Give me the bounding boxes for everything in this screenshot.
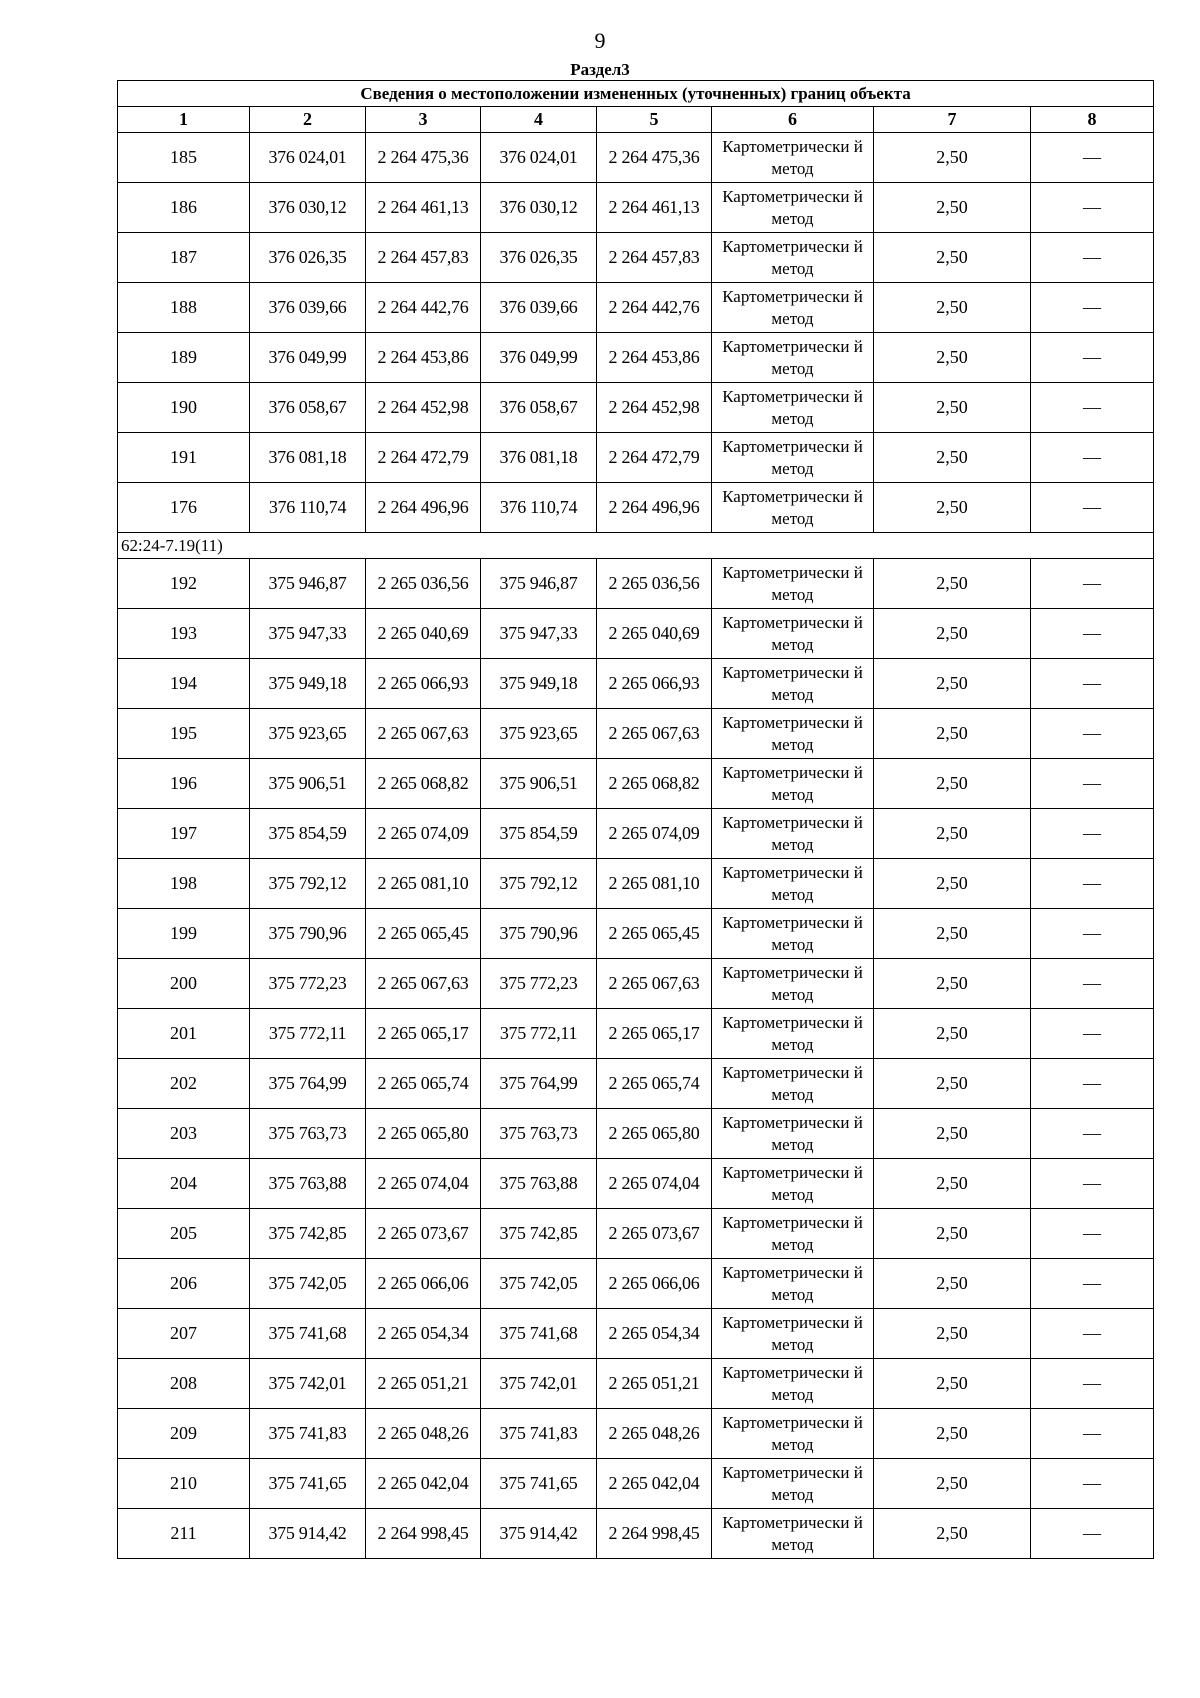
y-new-cell: 2 265 054,34 [597,1309,712,1359]
y-new-cell: 2 265 066,93 [597,659,712,709]
point-number-cell: 198 [118,859,250,909]
note-cell: — [1031,709,1154,759]
accuracy-cell: 2,50 [874,383,1031,433]
method-cell: Картометрически й метод [712,1009,874,1059]
column-number-cell: 6 [712,107,874,133]
y-old-cell: 2 265 074,04 [366,1159,481,1209]
y-new-cell: 2 264 461,13 [597,183,712,233]
table-body [118,81,1154,1559]
y-new-cell: 2 265 042,04 [597,1459,712,1509]
x-new-cell: 376 026,35 [481,233,597,283]
x-old-cell: 376 026,35 [250,233,366,283]
column-number-row [118,107,1154,133]
accuracy-cell: 2,50 [874,1009,1031,1059]
point-number-cell: 186 [118,183,250,233]
table-row [118,1009,1154,1059]
y-old-cell: 2 265 066,06 [366,1259,481,1309]
x-old-cell: 376 024,01 [250,133,366,183]
y-old-cell: 2 265 065,17 [366,1009,481,1059]
y-old-cell: 2 265 068,82 [366,759,481,809]
point-number-cell: 190 [118,383,250,433]
accuracy-cell: 2,50 [874,659,1031,709]
y-old-cell: 2 265 036,56 [366,559,481,609]
y-old-cell: 2 265 074,09 [366,809,481,859]
x-old-cell: 375 906,51 [250,759,366,809]
table-row [118,133,1154,183]
method-cell: Картометрически й метод [712,759,874,809]
y-new-cell: 2 265 065,80 [597,1109,712,1159]
x-new-cell: 375 742,85 [481,1209,597,1259]
table-row [118,1459,1154,1509]
note-cell: — [1031,333,1154,383]
y-new-cell: 2 265 048,26 [597,1409,712,1459]
y-new-cell: 2 264 472,79 [597,433,712,483]
x-new-cell: 375 742,05 [481,1259,597,1309]
boundary-coordinates-table [117,80,1154,1559]
x-old-cell: 375 742,01 [250,1359,366,1409]
table-caption: Сведения о местоположении измененных (уточненных) границ объекта [118,81,1154,107]
note-cell: — [1031,1109,1154,1159]
y-old-cell: 2 265 073,67 [366,1209,481,1259]
point-number-cell: 210 [118,1459,250,1509]
y-old-cell: 2 265 048,26 [366,1409,481,1459]
x-new-cell: 375 741,83 [481,1409,597,1459]
note-cell: — [1031,559,1154,609]
x-old-cell: 376 039,66 [250,283,366,333]
x-new-cell: 375 772,23 [481,959,597,1009]
method-cell: Картометрически й метод [712,559,874,609]
point-number-cell: 193 [118,609,250,659]
x-old-cell: 375 792,12 [250,859,366,909]
x-new-cell: 376 039,66 [481,283,597,333]
accuracy-cell: 2,50 [874,709,1031,759]
table-row [118,233,1154,283]
y-old-cell: 2 264 998,45 [366,1509,481,1559]
note-cell: — [1031,909,1154,959]
x-old-cell: 375 946,87 [250,559,366,609]
x-old-cell: 376 110,74 [250,483,366,533]
column-number-cell: 8 [1031,107,1154,133]
method-cell: Картометрически й метод [712,659,874,709]
point-number-cell: 197 [118,809,250,859]
y-old-cell: 2 265 065,74 [366,1059,481,1109]
y-new-cell: 2 264 998,45 [597,1509,712,1559]
y-new-cell: 2 264 496,96 [597,483,712,533]
y-new-cell: 2 264 453,86 [597,333,712,383]
table-row [118,759,1154,809]
accuracy-cell: 2,50 [874,1209,1031,1259]
point-number-cell: 207 [118,1309,250,1359]
y-new-cell: 2 264 442,76 [597,283,712,333]
point-number-cell: 188 [118,283,250,333]
y-new-cell: 2 265 067,63 [597,709,712,759]
accuracy-cell: 2,50 [874,233,1031,283]
note-cell: — [1031,1009,1154,1059]
table-row [118,1409,1154,1459]
table-row [118,1159,1154,1209]
y-old-cell: 2 265 065,80 [366,1109,481,1159]
accuracy-cell: 2,50 [874,909,1031,959]
y-new-cell: 2 264 457,83 [597,233,712,283]
method-cell: Картометрически й метод [712,609,874,659]
point-number-cell: 189 [118,333,250,383]
page-number: 9 [594,28,606,53]
accuracy-cell: 2,50 [874,1509,1031,1559]
point-number-cell: 196 [118,759,250,809]
y-old-cell: 2 264 452,98 [366,383,481,433]
column-number-cell: 7 [874,107,1031,133]
table-row [118,1109,1154,1159]
accuracy-cell: 2,50 [874,1409,1031,1459]
point-number-cell: 199 [118,909,250,959]
y-old-cell: 2 265 081,10 [366,859,481,909]
x-new-cell: 375 763,88 [481,1159,597,1209]
x-new-cell: 375 792,12 [481,859,597,909]
table-row [118,1359,1154,1409]
method-cell: Картометрически й метод [712,1409,874,1459]
x-new-cell: 375 914,42 [481,1509,597,1559]
note-cell: — [1031,1459,1154,1509]
column-number-cell: 5 [597,107,712,133]
section-label: 62:24-7.19(11) [118,533,1154,559]
x-old-cell: 376 058,67 [250,383,366,433]
y-old-cell: 2 264 442,76 [366,283,481,333]
method-cell: Картометрически й метод [712,1209,874,1259]
x-new-cell: 375 741,68 [481,1309,597,1359]
table-row [118,659,1154,709]
section-label-row [118,533,1154,559]
accuracy-cell: 2,50 [874,333,1031,383]
x-new-cell: 375 854,59 [481,809,597,859]
y-new-cell: 2 265 067,63 [597,959,712,1009]
column-number-cell: 1 [118,107,250,133]
note-cell: — [1031,1359,1154,1409]
method-cell: Картометрически й метод [712,709,874,759]
y-new-cell: 2 265 065,45 [597,909,712,959]
accuracy-cell: 2,50 [874,759,1031,809]
point-number-cell: 185 [118,133,250,183]
note-cell: — [1031,1509,1154,1559]
accuracy-cell: 2,50 [874,283,1031,333]
y-new-cell: 2 265 081,10 [597,859,712,909]
accuracy-cell: 2,50 [874,559,1031,609]
x-new-cell: 375 949,18 [481,659,597,709]
point-number-cell: 206 [118,1259,250,1309]
table-row [118,709,1154,759]
note-cell: — [1031,1409,1154,1459]
y-new-cell: 2 265 036,56 [597,559,712,609]
note-cell: — [1031,233,1154,283]
point-number-cell: 205 [118,1209,250,1259]
note-cell: — [1031,959,1154,1009]
y-old-cell: 2 264 461,13 [366,183,481,233]
x-new-cell: 376 081,18 [481,433,597,483]
y-old-cell: 2 264 457,83 [366,233,481,283]
y-new-cell: 2 265 074,04 [597,1159,712,1209]
y-new-cell: 2 265 065,17 [597,1009,712,1059]
accuracy-cell: 2,50 [874,183,1031,233]
x-new-cell: 375 923,65 [481,709,597,759]
x-old-cell: 375 742,05 [250,1259,366,1309]
point-number-cell: 203 [118,1109,250,1159]
y-new-cell: 2 264 452,98 [597,383,712,433]
x-old-cell: 376 049,99 [250,333,366,383]
note-cell: — [1031,383,1154,433]
y-new-cell: 2 265 065,74 [597,1059,712,1109]
y-new-cell: 2 265 051,21 [597,1359,712,1409]
note-cell: — [1031,659,1154,709]
note-cell: — [1031,1259,1154,1309]
accuracy-cell: 2,50 [874,1359,1031,1409]
y-old-cell: 2 265 065,45 [366,909,481,959]
note-cell: — [1031,1309,1154,1359]
table-row [118,1209,1154,1259]
x-old-cell: 375 790,96 [250,909,366,959]
note-cell: — [1031,809,1154,859]
method-cell: Картометрически й метод [712,333,874,383]
method-cell: Картометрически й метод [712,133,874,183]
x-new-cell: 375 947,33 [481,609,597,659]
point-number-cell: 187 [118,233,250,283]
x-old-cell: 375 742,85 [250,1209,366,1259]
x-new-cell: 375 946,87 [481,559,597,609]
x-old-cell: 376 030,12 [250,183,366,233]
x-new-cell: 376 049,99 [481,333,597,383]
table-row [118,609,1154,659]
y-old-cell: 2 264 453,86 [366,333,481,383]
y-old-cell: 2 265 066,93 [366,659,481,709]
point-number-cell: 200 [118,959,250,1009]
note-cell: — [1031,183,1154,233]
y-old-cell: 2 265 067,63 [366,959,481,1009]
x-new-cell: 376 110,74 [481,483,597,533]
accuracy-cell: 2,50 [874,859,1031,909]
x-old-cell: 375 741,68 [250,1309,366,1359]
method-cell: Картометрически й метод [712,383,874,433]
accuracy-cell: 2,50 [874,959,1031,1009]
y-new-cell: 2 265 068,82 [597,759,712,809]
method-cell: Картометрически й метод [712,233,874,283]
x-new-cell: 375 790,96 [481,909,597,959]
method-cell: Картометрически й метод [712,1259,874,1309]
table-row [118,1309,1154,1359]
point-number-cell: 211 [118,1509,250,1559]
point-number-cell: 204 [118,1159,250,1209]
y-old-cell: 2 264 472,79 [366,433,481,483]
table-caption-row [118,81,1154,107]
section-title: Раздел3 [570,60,630,79]
y-new-cell: 2 265 040,69 [597,609,712,659]
method-cell: Картометрически й метод [712,1459,874,1509]
note-cell: — [1031,759,1154,809]
accuracy-cell: 2,50 [874,1259,1031,1309]
method-cell: Картометрически й метод [712,909,874,959]
accuracy-cell: 2,50 [874,1459,1031,1509]
x-old-cell: 375 923,65 [250,709,366,759]
y-old-cell: 2 265 040,69 [366,609,481,659]
method-cell: Картометрически й метод [712,1309,874,1359]
note-cell: — [1031,133,1154,183]
x-old-cell: 375 763,88 [250,1159,366,1209]
note-cell: — [1031,1159,1154,1209]
point-number-cell: 194 [118,659,250,709]
method-cell: Картометрически й метод [712,433,874,483]
accuracy-cell: 2,50 [874,1159,1031,1209]
point-number-cell: 209 [118,1409,250,1459]
point-number-cell: 208 [118,1359,250,1409]
method-cell: Картометрически й метод [712,183,874,233]
x-old-cell: 375 772,11 [250,1009,366,1059]
table-row [118,909,1154,959]
x-old-cell: 376 081,18 [250,433,366,483]
y-new-cell: 2 265 074,09 [597,809,712,859]
table-row [118,559,1154,609]
accuracy-cell: 2,50 [874,1309,1031,1359]
x-old-cell: 375 741,65 [250,1459,366,1509]
column-number-cell: 2 [250,107,366,133]
method-cell: Картометрически й метод [712,1509,874,1559]
x-new-cell: 375 772,11 [481,1009,597,1059]
point-number-cell: 202 [118,1059,250,1109]
method-cell: Картометрически й метод [712,483,874,533]
accuracy-cell: 2,50 [874,809,1031,859]
method-cell: Картометрически й метод [712,1359,874,1409]
x-new-cell: 375 741,65 [481,1459,597,1509]
table-row [118,809,1154,859]
x-old-cell: 375 854,59 [250,809,366,859]
method-cell: Картометрически й метод [712,1159,874,1209]
y-old-cell: 2 265 051,21 [366,1359,481,1409]
accuracy-cell: 2,50 [874,483,1031,533]
x-old-cell: 375 764,99 [250,1059,366,1109]
note-cell: — [1031,433,1154,483]
accuracy-cell: 2,50 [874,133,1031,183]
y-old-cell: 2 265 042,04 [366,1459,481,1509]
y-old-cell: 2 265 067,63 [366,709,481,759]
method-cell: Картометрически й метод [712,283,874,333]
y-new-cell: 2 265 066,06 [597,1259,712,1309]
x-new-cell: 376 030,12 [481,183,597,233]
table-row [118,383,1154,433]
point-number-cell: 192 [118,559,250,609]
x-new-cell: 375 742,01 [481,1359,597,1409]
note-cell: — [1031,1209,1154,1259]
method-cell: Картометрически й метод [712,959,874,1009]
point-number-cell: 176 [118,483,250,533]
note-cell: — [1031,609,1154,659]
column-number-cell: 4 [481,107,597,133]
x-old-cell: 375 947,33 [250,609,366,659]
table-row [118,1509,1154,1559]
x-new-cell: 375 764,99 [481,1059,597,1109]
x-old-cell: 375 772,23 [250,959,366,1009]
table-row [118,959,1154,1009]
y-old-cell: 2 264 475,36 [366,133,481,183]
table-row [118,333,1154,383]
x-new-cell: 376 058,67 [481,383,597,433]
x-new-cell: 376 024,01 [481,133,597,183]
accuracy-cell: 2,50 [874,1109,1031,1159]
table-row [118,859,1154,909]
method-cell: Картометрически й метод [712,1109,874,1159]
note-cell: — [1031,1059,1154,1109]
y-old-cell: 2 264 496,96 [366,483,481,533]
x-old-cell: 375 763,73 [250,1109,366,1159]
method-cell: Картометрически й метод [712,1059,874,1109]
point-number-cell: 191 [118,433,250,483]
note-cell: — [1031,859,1154,909]
y-new-cell: 2 264 475,36 [597,133,712,183]
table-row [118,483,1154,533]
note-cell: — [1031,283,1154,333]
table-row [118,1259,1154,1309]
x-new-cell: 375 906,51 [481,759,597,809]
table-row [118,433,1154,483]
x-old-cell: 375 914,42 [250,1509,366,1559]
note-cell: — [1031,483,1154,533]
y-new-cell: 2 265 073,67 [597,1209,712,1259]
column-number-cell: 3 [366,107,481,133]
table-row [118,283,1154,333]
accuracy-cell: 2,50 [874,433,1031,483]
table-row [118,183,1154,233]
point-number-cell: 201 [118,1009,250,1059]
x-old-cell: 375 949,18 [250,659,366,709]
y-old-cell: 2 265 054,34 [366,1309,481,1359]
accuracy-cell: 2,50 [874,609,1031,659]
method-cell: Картометрически й метод [712,859,874,909]
accuracy-cell: 2,50 [874,1059,1031,1109]
point-number-cell: 195 [118,709,250,759]
x-old-cell: 375 741,83 [250,1409,366,1459]
method-cell: Картометрически й метод [712,809,874,859]
x-new-cell: 375 763,73 [481,1109,597,1159]
table-row [118,1059,1154,1109]
